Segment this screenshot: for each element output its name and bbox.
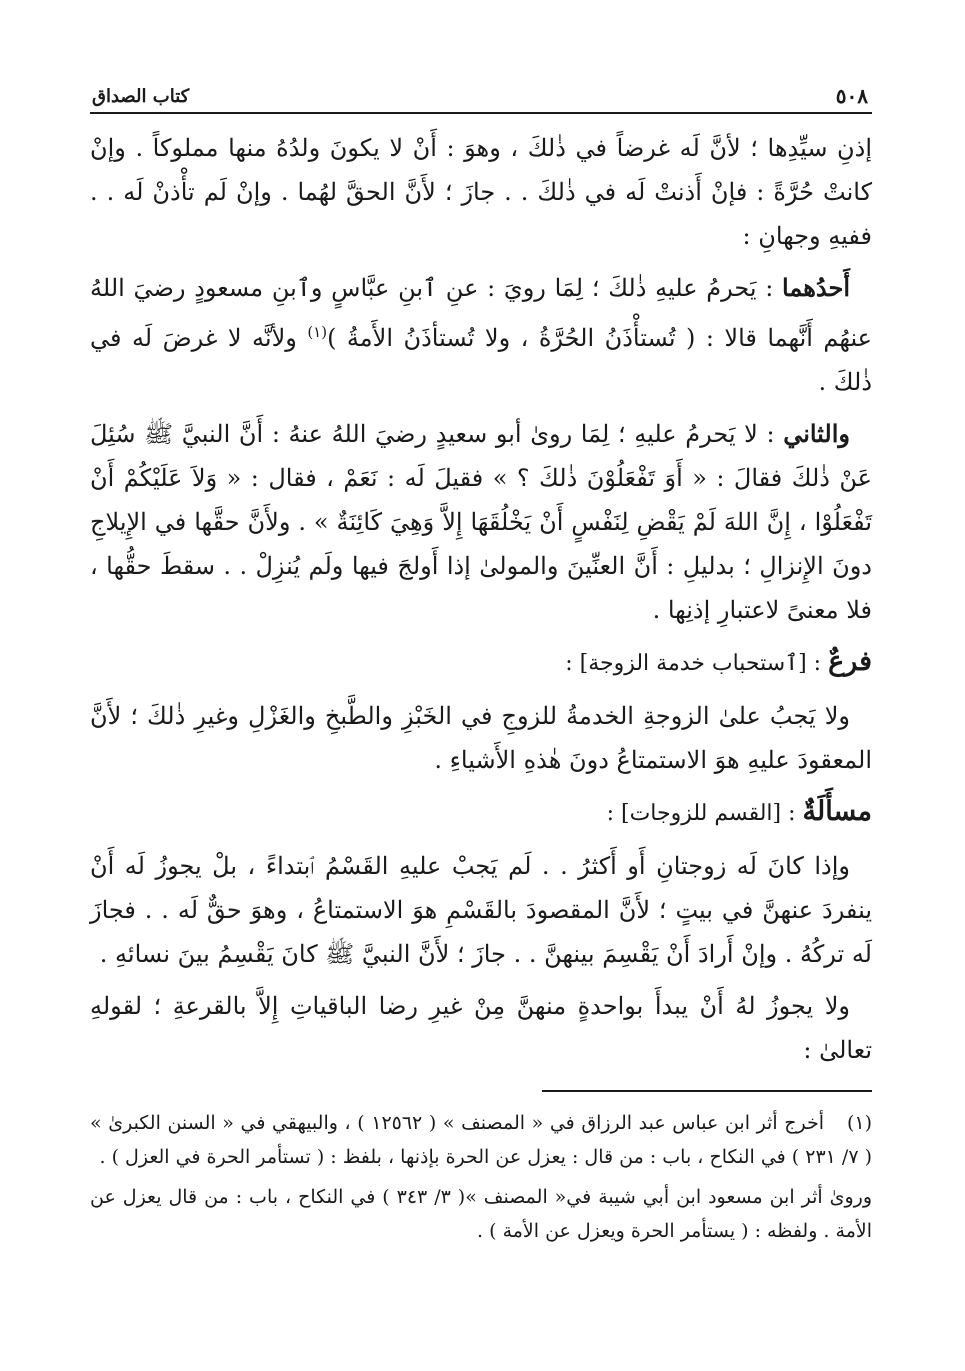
footnote-text: أخرج أثر ابن عباس عبد الرزاق في « المصنف » ( ١٢٥٦٢ ) ، والبيهقي في « السنن الكبرىٰ » ( ٧/ ٢٣١ ) في النكاح ، باب : من قال : يعزل عن الحرة بإذنها ، بلفظ : ( تستأمر الحرة في العزل ) . (90, 1112, 872, 1168)
paragraph-text: : يَحرمُ عليهِ ذٰلكَ ؛ لِمَا رويَ : عنِ ٱبنِ عبَّاسٍ وٱبنِ مسعودٍ رضيَ اللهُ عنهُم أَنَّهما قالا : ( تُستأْذَنُ الحُرَّةُ ، ولا تُستأذَنُ الأَمةُ ) (90, 274, 873, 352)
paragraph: وإذا كانَ لَه زوجتانِ أَو أَكثرُ . . لَم يَجبْ عليهِ القَسْمُ ٱبتداءً ، بلْ يجوزُ لَه أَنْ ينفردَ عنهنَّ في بيتٍ ؛ لأَنَّ المقصودَ بالقَسْمِ هوَ الاستمتاعُ ، وهوَ حقٌّ لَه . . فجازَ لَه تركُهُ . وإنْ أَرادَ أَنْ يَقْسِمَ بينهنَّ . . جازَ ؛ لأَنَّ النبيَّ ﷺ كانَ يَقْسِمُ بينَ نسائهِ . (90, 852, 872, 968)
paragraph-second-view (90, 412, 872, 632)
footnote-item (90, 1106, 872, 1174)
section-term: مسأَلَةٌ (802, 796, 872, 827)
main-text (90, 126, 872, 1072)
paragraph: ولا يجوزُ لهُ أَنْ يبدأَ بواحدةٍ منهنَّ مِنْ غيرِ رضا الباقياتِ إِلاَّ بالقرعةِ ؛ لقولهِ تعالىٰ : (90, 992, 872, 1064)
paragraph-lead: أَحدُهما (782, 273, 850, 302)
book-title: كتاب الصداق (92, 86, 190, 107)
paragraph: إذنِ سيِّدِها ؛ لأنَّ لَه غرضاً في ذٰلكَ ، وهوَ : أَنْ لا يكونَ ولدُهُ منها مملوكاً . وإنْ كانتْ حُرَّةً : فإنْ أَذنتْ لَه في ذٰلكَ . . جازَ ؛ لأَنَّ الحقَّ لهُما . وإنْ لَم تأْذنْ لَه . . ففيهِ وجهانِ : (90, 134, 872, 250)
section-term: فرعٌ (828, 646, 872, 677)
book-page (90, 84, 872, 1344)
paragraph-lead: والثاني (783, 419, 850, 448)
footnote-continuation: وروىٰ أثر ابن مسعود ابن أبي شيبة في« المصنف »( ٣/ ٣٤٣ ) في النكاح ، باب : من قال يعزل عن الأمة . ولفظه : ( يستأمر الحرة ويعزل عن الأمة ) . (90, 1186, 872, 1242)
running-header (90, 84, 872, 114)
paragraph-text: : لا يَحرمُ عليهِ ؛ لِمَا روىٰ أبو سعيدٍ رضيَ اللهُ عنهُ : أَنَّ النبيَّ ﷺ سُئِلَ عَنْ ذٰلكَ فقالَ : « أَوَ تَفْعَلُوْنَ ذٰلكَ ؟ » فقيلَ لَه : نَعَمْ ، فقال : « وَلاَ عَلَيْكُمْ أَنْ تَفْعَلُوْا ، إِنَّ اللهَ لَمْ يَقْضِ لِنَفْسٍ أَنْ يَخْلُقَهَا إِلاَّ وَهِيَ كَائِنَةٌ » . ولأَنَّ حقَّها في الإِيلاجِ دونَ الإِنزالِ ؛ بدليلِ : أَنَّ العنِّينَ والمولىٰ إذا أَولجَ فيها ولَم يُنزِلْ . . سقطَ حقُّها ، فلا معنىً لاعتبارِ إذنِها . (90, 420, 872, 624)
paragraph-text: ولأنَّه لا غرضَ لَه في ذٰلكَ . (90, 324, 872, 396)
section-heading-masala (90, 790, 872, 836)
footnote-number: (١) (846, 1112, 872, 1134)
paragraph-first-view (90, 266, 872, 404)
footnote-divider (542, 1090, 872, 1092)
section-heading-far3 (90, 640, 872, 686)
section-subtitle: : [القسم للزوجات] : (606, 801, 803, 826)
page-number: ٥٠٨ (835, 84, 868, 108)
paragraph: ولا يَجبُ علىٰ الزوجةِ الخدمةُ للزوجِ في الخَبْزِ والطَّبخِ والغَزْلِ وغيرِ ذٰلكَ ؛ لأَنَّ المعقودَ عليهِ هوَ الاستمتاعُ دونَ هٰذهِ الأَشياءِ . (90, 702, 872, 774)
footnote-marker: (١) (307, 323, 328, 341)
footnotes (90, 1106, 872, 1248)
section-subtitle: : [ٱستحباب خدمة الزوجة] : (565, 651, 829, 676)
